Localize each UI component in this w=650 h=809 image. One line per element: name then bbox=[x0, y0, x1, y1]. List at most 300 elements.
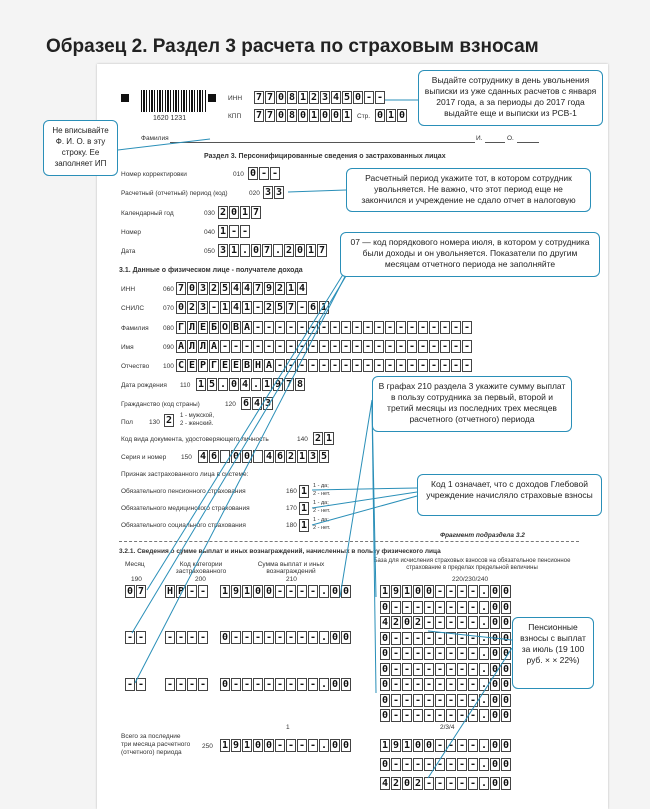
form-cell: 7 bbox=[177, 283, 185, 294]
year-code: 030 bbox=[204, 210, 215, 217]
form-cell: - bbox=[276, 740, 284, 751]
form-cell: - bbox=[458, 679, 466, 690]
form-cell: - bbox=[430, 322, 438, 333]
form-cell: 0 bbox=[381, 694, 389, 706]
form-cell: - bbox=[260, 168, 268, 179]
form-cell: 0 bbox=[502, 632, 510, 644]
form-cell: 9 bbox=[274, 379, 282, 390]
form-cell: 0 bbox=[502, 663, 510, 675]
form-cell: - bbox=[414, 759, 422, 770]
form-cell: 0 bbox=[398, 110, 406, 121]
sex-cells bbox=[164, 414, 175, 427]
form-cell: 0 bbox=[414, 586, 422, 597]
form-cell: - bbox=[392, 710, 400, 721]
form-cell: 0 bbox=[331, 632, 339, 643]
cell-group bbox=[380, 616, 512, 629]
form-cell: - bbox=[403, 759, 411, 770]
sex-code: 130 bbox=[149, 419, 160, 426]
form-cell: 4 bbox=[265, 451, 273, 462]
form-cell: - bbox=[188, 679, 196, 690]
form-cell: - bbox=[254, 679, 262, 690]
form-cell: А bbox=[243, 322, 251, 333]
form-cell: 1 bbox=[241, 207, 249, 218]
form-cell: - bbox=[386, 341, 394, 352]
form-cell: 1 bbox=[325, 433, 333, 444]
form-cell: 1 bbox=[221, 302, 229, 313]
form-cell: - bbox=[241, 226, 249, 237]
date-label: Дата bbox=[121, 248, 136, 255]
form-cell: 2 bbox=[287, 451, 295, 462]
form-cell: - bbox=[419, 360, 427, 371]
form-cell: 4 bbox=[381, 778, 389, 789]
period-cells bbox=[263, 186, 285, 199]
form-cell: - bbox=[298, 341, 306, 352]
form-cell: - bbox=[447, 778, 455, 789]
form-cell: - bbox=[414, 679, 422, 690]
form-cell: - bbox=[375, 322, 383, 333]
form-cell: - bbox=[469, 648, 477, 659]
form-cell: - bbox=[447, 740, 455, 751]
form-cell: - bbox=[436, 663, 444, 675]
form-cell: - bbox=[447, 679, 455, 690]
form-cell: - bbox=[243, 679, 251, 690]
birth-code: 110 bbox=[180, 382, 191, 389]
form-cell: 0 bbox=[491, 648, 499, 659]
header-page bbox=[375, 109, 408, 122]
year-cells bbox=[218, 206, 262, 219]
form-cell: 0 bbox=[491, 586, 499, 597]
form-cell: - bbox=[309, 586, 317, 597]
form-cell: - bbox=[137, 632, 145, 643]
form-cell: - bbox=[430, 341, 438, 352]
form-cell: - bbox=[452, 322, 460, 333]
form-cell: 0 bbox=[381, 663, 389, 675]
form-cell: 0 bbox=[502, 778, 510, 789]
form-cell: 1 bbox=[219, 226, 227, 237]
form-cell: 3 bbox=[321, 92, 329, 103]
form-cell: - bbox=[298, 586, 306, 597]
form-cell: 0 bbox=[342, 740, 350, 751]
form-cell: 7 bbox=[254, 283, 262, 294]
form-cell: В bbox=[232, 322, 240, 333]
form-cell: - bbox=[230, 226, 238, 237]
form-cell: 0 bbox=[232, 451, 240, 462]
form-cell: 1 bbox=[343, 110, 351, 121]
form-cell: 2 bbox=[165, 415, 173, 426]
form-cell: - bbox=[425, 778, 433, 789]
doc-cells bbox=[313, 432, 335, 445]
period-label: Расчетный (отчетный) период (код) bbox=[121, 190, 228, 197]
corner-marker bbox=[121, 94, 129, 102]
social-code: 180 bbox=[286, 522, 297, 529]
form-cell: 2 bbox=[414, 617, 422, 628]
form-cell: - bbox=[436, 586, 444, 597]
cell-group bbox=[380, 601, 512, 614]
form-cell: . bbox=[480, 740, 488, 751]
form-cell: - bbox=[342, 322, 350, 333]
form-cell: - bbox=[458, 710, 466, 721]
form-cell: 4 bbox=[332, 92, 340, 103]
form-cell: 9 bbox=[232, 740, 240, 751]
form-cell: - bbox=[386, 360, 394, 371]
form-cell: - bbox=[392, 663, 400, 675]
form-cell: 8 bbox=[288, 92, 296, 103]
form-cell: 0 bbox=[414, 740, 422, 751]
pension-label: Обязательного пенсионного страхования bbox=[121, 488, 246, 495]
form-cell: 1 bbox=[221, 740, 229, 751]
total-col2: 2/3/4 bbox=[440, 724, 455, 731]
form-cell: - bbox=[458, 586, 466, 597]
citizenship-cells bbox=[241, 397, 274, 410]
form-cell: 0 bbox=[299, 110, 307, 121]
barcode-number: 1620 1231 bbox=[153, 115, 187, 122]
yes-note: 1 - да; bbox=[313, 500, 329, 506]
form-cell: 0 bbox=[381, 601, 389, 613]
form-cell: 0 bbox=[354, 92, 362, 103]
form-cell: 0 bbox=[381, 710, 389, 721]
form-cell: 2 bbox=[392, 617, 400, 628]
form-cell: 6 bbox=[309, 302, 317, 313]
patronymic-label: Отчество bbox=[121, 363, 150, 370]
form-cell: - bbox=[403, 679, 411, 690]
form-cell: - bbox=[309, 740, 317, 751]
form-cell: - bbox=[254, 322, 262, 333]
form-cell: - bbox=[309, 341, 317, 352]
form-cell: - bbox=[287, 586, 295, 597]
form-cell: - bbox=[298, 740, 306, 751]
form-cell: - bbox=[419, 322, 427, 333]
form-cell: 6 bbox=[242, 398, 250, 409]
yes-note: 1 - да; bbox=[313, 483, 329, 489]
form-cell: - bbox=[458, 648, 466, 659]
form-cell: - bbox=[265, 679, 273, 690]
form-cell: 7 bbox=[252, 207, 260, 218]
form-cell: Е bbox=[188, 360, 196, 371]
form-cell: - bbox=[276, 586, 284, 597]
form-cell: - bbox=[425, 617, 433, 628]
form-cell: 1 bbox=[243, 740, 251, 751]
form-cell: 7 bbox=[266, 92, 274, 103]
form-cell: . bbox=[480, 679, 488, 690]
form-cell: - bbox=[425, 632, 433, 644]
insured-heading: Признак застрахованного лица в системе: bbox=[121, 471, 249, 478]
form-cell: 0 bbox=[425, 586, 433, 597]
form-cell: - bbox=[403, 694, 411, 706]
number-cells bbox=[218, 225, 251, 238]
form-cell: Л bbox=[188, 322, 196, 333]
form-cell: - bbox=[436, 617, 444, 628]
cell-group bbox=[165, 585, 209, 598]
form-cell: - bbox=[452, 341, 460, 352]
form-cell: С bbox=[177, 360, 185, 371]
form-cell: Н bbox=[254, 360, 262, 371]
form-cell: - bbox=[425, 694, 433, 706]
form-cell: 0 bbox=[277, 110, 285, 121]
form-cell: - bbox=[265, 322, 273, 333]
sex-female-note: 2 - женский. bbox=[180, 421, 214, 427]
form-cell: 2 bbox=[188, 302, 196, 313]
social-flag: 1 bbox=[300, 520, 308, 531]
series-label: Серия и номер bbox=[121, 454, 167, 461]
form-cell: О bbox=[221, 322, 229, 333]
form-cell: Е bbox=[232, 360, 240, 371]
date-cells bbox=[218, 244, 328, 257]
form-cell: 1 bbox=[221, 586, 229, 597]
form-cell: 3 bbox=[264, 187, 272, 198]
barcode bbox=[141, 90, 206, 112]
form-cell: 7 bbox=[287, 302, 295, 313]
snils-label: СНИЛС bbox=[121, 305, 145, 312]
no-note: 2 - нет. bbox=[313, 525, 331, 531]
corner-marker bbox=[208, 94, 216, 102]
social-label: Обязательного социального страхования bbox=[121, 522, 246, 529]
form-cell: 5 bbox=[320, 451, 328, 462]
form-cell: 0 bbox=[230, 379, 238, 390]
no-note: 2 - нет. bbox=[313, 508, 331, 514]
form-cell: - bbox=[287, 740, 295, 751]
form-cell: . bbox=[252, 379, 260, 390]
form-cell: 0 bbox=[331, 740, 339, 751]
form-cell: 0 bbox=[491, 759, 499, 770]
form-cell: 1 bbox=[287, 283, 295, 294]
form-cell: - bbox=[392, 679, 400, 690]
form-cell: - bbox=[447, 710, 455, 721]
form-cell: - bbox=[447, 617, 455, 628]
birth-label: Дата рождения bbox=[121, 382, 167, 389]
form-cell: 1 bbox=[230, 245, 238, 256]
medical-label: Обязательного медицинского страхования bbox=[121, 505, 250, 512]
cell-group bbox=[380, 694, 512, 707]
cell-group bbox=[125, 678, 147, 691]
form-cell: - bbox=[414, 710, 422, 721]
birth-cells bbox=[196, 378, 306, 391]
form-cell: 0 bbox=[491, 663, 499, 675]
form-cell: - bbox=[376, 92, 384, 103]
form-cell: - bbox=[342, 341, 350, 352]
form-cell: . bbox=[480, 759, 488, 770]
form-cell: - bbox=[126, 632, 134, 643]
form-cell: - bbox=[469, 740, 477, 751]
form-cell: - bbox=[469, 778, 477, 789]
form-cell: - bbox=[408, 360, 416, 371]
form-cell: - bbox=[458, 778, 466, 789]
form-cell: 7 bbox=[318, 245, 326, 256]
form-cell: - bbox=[436, 759, 444, 770]
form-cell: 7 bbox=[255, 110, 263, 121]
initial-o-line bbox=[517, 142, 539, 143]
cell-group bbox=[165, 631, 209, 644]
form-cell: - bbox=[469, 663, 477, 675]
form-cell: 2 bbox=[314, 433, 322, 444]
section-heading: Раздел 3. Персонифицированные сведения о застрахованных лицах bbox=[204, 153, 446, 160]
form-cell: 7 bbox=[137, 586, 145, 597]
form-cell: - bbox=[469, 679, 477, 690]
name-cells bbox=[176, 340, 473, 353]
form-cell: 9 bbox=[392, 586, 400, 597]
form-cell: - bbox=[364, 322, 372, 333]
form-cell: - bbox=[414, 632, 422, 644]
citizenship-code: 120 bbox=[225, 401, 236, 408]
form-cell: 3 bbox=[199, 283, 207, 294]
form-cell: - bbox=[265, 632, 273, 643]
callout-fio: Не вписывайте Ф. И. О. в эту строку. Ее заполняет ИП bbox=[43, 120, 118, 176]
form-cell: 3 bbox=[219, 245, 227, 256]
form-cell: 0 bbox=[243, 451, 251, 462]
form-cell: - bbox=[320, 360, 328, 371]
form-cell: - bbox=[463, 341, 471, 352]
form-cell: - bbox=[188, 586, 196, 597]
form-cell: 0 bbox=[342, 632, 350, 643]
form-cell: - bbox=[177, 632, 185, 643]
form-cell: - bbox=[392, 632, 400, 644]
form-cell: - bbox=[441, 341, 449, 352]
form-cell: Л bbox=[188, 341, 196, 352]
form-cell: - bbox=[436, 648, 444, 659]
form-cell: - bbox=[441, 322, 449, 333]
form-cell: - bbox=[441, 360, 449, 371]
form-cell: - bbox=[458, 663, 466, 675]
person-inn-code: 060 bbox=[163, 286, 174, 293]
form-cell: 3 bbox=[309, 451, 317, 462]
form-cell: - bbox=[386, 322, 394, 333]
form-cell: 0 bbox=[491, 617, 499, 628]
form-cell: - bbox=[353, 322, 361, 333]
col-month: Месяц bbox=[125, 561, 145, 568]
form-cell: 2 bbox=[219, 207, 227, 218]
form-cell: - bbox=[276, 322, 284, 333]
initial-o-label: О. bbox=[507, 135, 514, 142]
form-cell: 1 bbox=[387, 110, 395, 121]
form-cell: - bbox=[469, 759, 477, 770]
form-cell: 7 bbox=[255, 92, 263, 103]
sex-label: Пол bbox=[121, 419, 133, 426]
form-cell: - bbox=[309, 322, 317, 333]
form-cell: - bbox=[419, 341, 427, 352]
form-cell: 0 bbox=[502, 759, 510, 770]
form-cell: - bbox=[403, 663, 411, 675]
form-cell: - bbox=[436, 632, 444, 644]
form-cell: - bbox=[403, 601, 411, 613]
form-cell: - bbox=[188, 632, 196, 643]
form-cell: 0 bbox=[491, 601, 499, 613]
form-cell: 0 bbox=[230, 207, 238, 218]
form-cell: - bbox=[447, 632, 455, 644]
form-cell: 0 bbox=[221, 632, 229, 643]
form-cell: - bbox=[287, 632, 295, 643]
form-cell: - bbox=[392, 648, 400, 659]
form-cell: 1 bbox=[403, 586, 411, 597]
form-cell: 2 bbox=[265, 302, 273, 313]
form-cell: . bbox=[241, 245, 249, 256]
form-cell: 4 bbox=[241, 379, 249, 390]
form-cell: 0 bbox=[342, 679, 350, 690]
form-cell: - bbox=[331, 341, 339, 352]
no-note: 2 - нет. bbox=[313, 491, 331, 497]
form-cell: - bbox=[331, 322, 339, 333]
form-cell: - bbox=[447, 648, 455, 659]
form-cell: - bbox=[414, 601, 422, 613]
cell-group bbox=[380, 739, 512, 752]
form-cell: - bbox=[425, 679, 433, 690]
form-cell: А bbox=[177, 341, 185, 352]
form-cell: 2 bbox=[310, 92, 318, 103]
period-code: 020 bbox=[249, 190, 260, 197]
form-cell: - bbox=[177, 679, 185, 690]
form-cell: - bbox=[392, 694, 400, 706]
form-cell: 0 bbox=[221, 679, 229, 690]
initial-i-line bbox=[485, 142, 505, 143]
form-cell: 1 bbox=[263, 379, 271, 390]
form-cell: В bbox=[243, 360, 251, 371]
form-cell: 4 bbox=[298, 283, 306, 294]
form-cell: - bbox=[469, 617, 477, 628]
form-cell bbox=[253, 450, 263, 463]
form-cell: . bbox=[219, 379, 227, 390]
cell-group bbox=[380, 758, 512, 771]
form-cell: 2 bbox=[392, 778, 400, 789]
callout-period: Расчетный период укажите тот, в котором сотрудник увольняется. Не важно, что этот период еще не закончился и учреждение не сдало отчет в налоговую bbox=[346, 168, 591, 212]
form-cell: - bbox=[408, 322, 416, 333]
cell-group bbox=[380, 632, 512, 645]
form-cell: - bbox=[436, 778, 444, 789]
form-cell: - bbox=[166, 679, 174, 690]
form-cell: Н bbox=[166, 586, 174, 597]
form-cell: 3 bbox=[199, 302, 207, 313]
snils-cells bbox=[176, 301, 330, 314]
callout-graph210: В графах 210 раздела 3 укажите сумму выплат в пользу сотрудника за первый, второй и третий месяцы из последних трех месяцев расчетного (отчетного) периода bbox=[372, 376, 572, 432]
name-label: Имя bbox=[121, 344, 134, 351]
form-cell: - bbox=[436, 694, 444, 706]
callout-month: 07 — код порядкового номера июля, в котором у сотрудника были доходы и он увольняется. Показатели по другим месяцам отчетного периода не заполняйте bbox=[340, 232, 600, 277]
form-cell: 0 bbox=[254, 586, 262, 597]
yes-note: 1 - да; bbox=[313, 517, 329, 523]
form-cell: 0 bbox=[381, 679, 389, 690]
total-sum-cells bbox=[220, 739, 352, 752]
form-cell: - bbox=[232, 632, 240, 643]
year-label: Календарный год bbox=[121, 210, 174, 217]
form-cell: - bbox=[436, 740, 444, 751]
cell-group bbox=[220, 585, 352, 598]
form-cell: Е bbox=[221, 360, 229, 371]
cell-group bbox=[125, 585, 147, 598]
form-cell: 2 bbox=[276, 283, 284, 294]
form-cell: - bbox=[447, 663, 455, 675]
cell-group bbox=[380, 777, 512, 790]
form-cell: - bbox=[425, 663, 433, 675]
total-col1: 1 bbox=[286, 724, 290, 731]
header-kpp bbox=[254, 109, 353, 122]
form-cell: - bbox=[298, 322, 306, 333]
form-cell: 1 bbox=[403, 740, 411, 751]
form-cell: 0 bbox=[332, 110, 340, 121]
form-cell: 0 bbox=[491, 740, 499, 751]
col-category-code: 200 bbox=[195, 576, 206, 583]
form-cell: - bbox=[287, 341, 295, 352]
form-cell: - bbox=[397, 322, 405, 333]
form-cell: 1 bbox=[243, 302, 251, 313]
surname-label: Фамилия bbox=[121, 325, 149, 332]
form-cell: 0 bbox=[188, 283, 196, 294]
snils-code: 070 bbox=[163, 305, 174, 312]
form-cell: - bbox=[425, 648, 433, 659]
form-cell: - bbox=[276, 632, 284, 643]
form-cell: - bbox=[265, 341, 273, 352]
form-cell: . bbox=[320, 740, 328, 751]
kpp-label: КПП bbox=[228, 113, 242, 120]
form-cell: - bbox=[463, 322, 471, 333]
form-cell: - bbox=[414, 663, 422, 675]
col-sum: Сумма выплат и иных вознаграждений bbox=[257, 561, 325, 575]
